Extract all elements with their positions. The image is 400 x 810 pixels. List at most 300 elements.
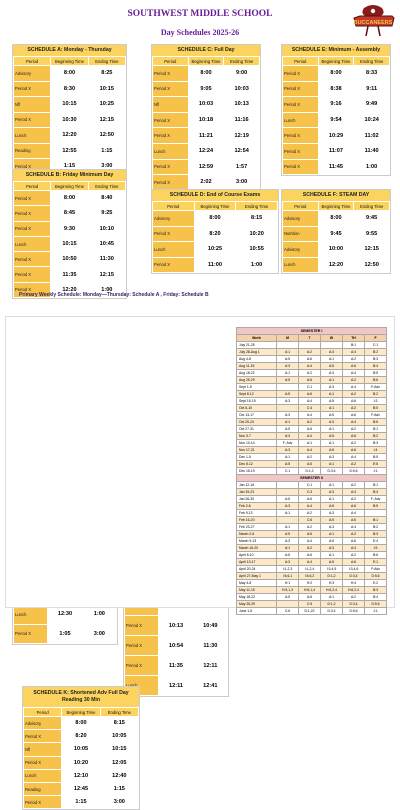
column-header: Period	[153, 57, 189, 66]
day-cell: A:3	[321, 545, 343, 552]
day-cell: D:1,22	[299, 608, 321, 615]
begin-time-cell: 9:54	[318, 112, 354, 128]
end-time-cell: 9:00	[224, 66, 260, 82]
day-cell: A:1	[277, 419, 299, 426]
table-row	[14, 143, 126, 159]
begin-time-cell: 9:16	[318, 97, 354, 113]
calendar-row	[237, 426, 387, 433]
period-cell: Lunch	[283, 257, 319, 273]
begin-time-cell: 1:15	[51, 159, 88, 175]
end-time-cell: 12:15	[88, 267, 125, 282]
calendar-row	[237, 370, 387, 377]
begin-time-cell: 10:18	[188, 112, 224, 128]
day-cell: A:5	[277, 496, 299, 503]
day-cell: A:2	[299, 545, 321, 552]
end-time-cell: 11:16	[224, 112, 260, 128]
calendar-row	[237, 398, 387, 405]
day-cell: D:1,2	[321, 573, 343, 580]
schedule-title-line: SCHEDULE A: Monday - Thursday	[27, 46, 112, 53]
table-row	[14, 267, 126, 282]
day-cell: A:6	[343, 433, 365, 440]
begin-time-cell: 12:59	[188, 159, 224, 175]
day-cell: D:3,4	[343, 573, 365, 580]
day-cell: A:1	[321, 377, 343, 384]
begin-time-cell: 1:05	[48, 624, 82, 644]
day-cell: B:2	[365, 391, 387, 398]
calendar-row	[237, 412, 387, 419]
end-time-cell: 1:00	[354, 159, 390, 175]
calendar-row	[237, 384, 387, 391]
period-cell: Period X	[14, 221, 51, 236]
begin-time-cell: 10:05	[62, 743, 100, 756]
day-cell: A:4	[343, 545, 365, 552]
begin-time-cell: 8:20	[194, 226, 236, 242]
end-time-cell: 10:20	[236, 226, 278, 242]
day-cell: H:5,1,3	[277, 587, 299, 594]
begin-time-cell: 12:10	[62, 769, 100, 782]
begin-time-cell: 10:30	[51, 112, 88, 128]
begin-time-cell: 11:00	[194, 257, 236, 273]
calendar-row	[237, 468, 387, 475]
column-header: Ending Time	[88, 182, 125, 191]
period-cell: Period X	[283, 97, 319, 113]
day-cell: A:1	[321, 496, 343, 503]
day-cell: A:2	[299, 349, 321, 356]
calendar-row	[237, 524, 387, 531]
day-cell: B:5	[365, 405, 387, 412]
day-cell: B:2	[365, 349, 387, 356]
table-row	[283, 159, 390, 175]
day-cell: A:4	[299, 447, 321, 454]
day-cell: A:5	[277, 594, 299, 601]
end-time-cell: 10:10	[88, 221, 125, 236]
calendar-column-header: TH	[343, 335, 365, 342]
end-time-cell: 12:15	[88, 112, 125, 128]
day-cell: B:5	[365, 370, 387, 377]
begin-time-cell: 8:00	[62, 717, 100, 730]
table-row	[14, 221, 126, 236]
end-time-cell: 12:50	[354, 257, 390, 273]
period-cell: Period X	[283, 128, 319, 144]
begin-time-cell: 8:00	[188, 66, 224, 82]
day-cell: A:1	[277, 454, 299, 461]
period-cell: Advisory	[283, 211, 319, 227]
day-cell: C:1	[365, 342, 387, 349]
begin-time-cell: 8:30	[51, 81, 88, 97]
day-cell: C:1	[277, 468, 299, 475]
table-row	[283, 242, 390, 258]
table-row	[153, 66, 260, 82]
end-time-cell: 8:15	[100, 717, 138, 730]
table-row	[14, 97, 126, 113]
day-cell: B:1	[343, 342, 365, 349]
day-cell: A:2	[299, 370, 321, 377]
day-cell: A:2	[343, 594, 365, 601]
period-cell: Period X	[125, 656, 159, 676]
day-cell: A:6	[343, 503, 365, 510]
end-time-cell: 8:15	[236, 211, 278, 227]
column-header: Beginning Time	[194, 202, 236, 211]
table-row	[283, 211, 390, 227]
calendar-row	[237, 377, 387, 384]
week-cell: Nov 3-7	[237, 433, 277, 440]
begin-time-cell: 10:25	[194, 242, 236, 258]
day-cell: A:6	[299, 594, 321, 601]
day-cell: A:6	[299, 496, 321, 503]
schedule-f-title	[282, 190, 390, 201]
day-cell: D:5,6	[365, 601, 387, 608]
day-cell: B:4	[365, 489, 387, 496]
day-cell: A:3	[277, 559, 299, 566]
begin-time-cell: 11:07	[318, 143, 354, 159]
day-cell: A:2	[299, 454, 321, 461]
week-cell: Aug 4-8	[237, 356, 277, 363]
calendar-row	[237, 510, 387, 517]
schedule-subtitle: Day Schedules 2025-26	[160, 28, 240, 37]
day-cell: A:4	[343, 370, 365, 377]
schedule-title-line: SCHEDULE D: End of Course Exams	[169, 191, 261, 198]
table-row	[14, 236, 126, 251]
week-cell: Sept 1-5	[237, 384, 277, 391]
period-cell: Period X	[153, 81, 189, 97]
day-cell: B:2	[365, 433, 387, 440]
calendar-row	[237, 349, 387, 356]
period-cell: Period X	[283, 143, 319, 159]
end-time-cell: 9:11	[354, 81, 390, 97]
end-time-cell: 1:15	[88, 143, 125, 159]
end-time-cell: 11:40	[354, 143, 390, 159]
end-time-cell: 12:40	[100, 769, 138, 782]
table-row	[283, 226, 390, 242]
column-header: Period	[153, 202, 195, 211]
end-time-cell: 10:25	[88, 97, 125, 113]
end-time-cell: 9:25	[88, 206, 125, 221]
table-row	[125, 636, 228, 656]
day-cell: B:1	[365, 426, 387, 433]
end-time-cell: 10:24	[354, 112, 390, 128]
day-cell: A:5	[321, 517, 343, 524]
period-cell: Period X	[24, 730, 62, 743]
schedule-title-line: SCHEDULE B: Friday Minimum Day	[25, 171, 114, 178]
school-title: SOUTHWEST MIDDLE SCHOOL	[127, 9, 273, 19]
column-header: Beginning Time	[318, 202, 354, 211]
calendar-row	[237, 440, 387, 447]
day-cell	[277, 384, 299, 391]
column-header: Ending Time	[100, 708, 138, 717]
calendar-row	[237, 538, 387, 545]
period-cell: Advisory	[153, 211, 195, 227]
end-time-cell: 10:05	[100, 730, 138, 743]
end-time-cell: 10:49	[193, 616, 227, 636]
day-cell: A:2	[343, 405, 365, 412]
begin-time-cell: 10:15	[51, 97, 88, 113]
end-time-cell: 9:55	[354, 226, 390, 242]
period-cell: Lunch	[283, 112, 319, 128]
table-row	[24, 730, 139, 743]
week-cell: March 2-6	[237, 531, 277, 538]
calendar-column-header: Week	[237, 335, 277, 342]
day-cell: J:1	[365, 608, 387, 615]
begin-time-cell: 12:20	[51, 282, 88, 297]
schedule-k-card	[22, 686, 140, 810]
begin-time-cell: 12:20	[51, 128, 88, 144]
day-cell	[277, 489, 299, 496]
end-time-cell: 10:03	[224, 81, 260, 97]
column-header: Beginning Time	[62, 708, 100, 717]
day-cell: I:4	[365, 447, 387, 454]
begin-time-cell: 12:30	[48, 605, 82, 625]
end-time-cell: 8:25	[88, 66, 125, 82]
begin-time-cell: 8:20	[62, 730, 100, 743]
end-time-cell: 11:02	[354, 128, 390, 144]
day-cell: C:4	[299, 405, 321, 412]
calendar-column-header: W	[321, 335, 343, 342]
period-cell: Period X	[283, 159, 319, 175]
schedule-title-line: SCHEDULE K: Shortened Adv Full Day	[33, 689, 129, 696]
end-time-cell: 12:50	[88, 128, 125, 144]
column-header: Period	[24, 708, 62, 717]
day-cell: D:3,4	[321, 468, 343, 475]
period-cell: Period X	[283, 81, 319, 97]
period-cell: Period X	[14, 267, 51, 282]
week-cell: July 28-Aug 1	[237, 349, 277, 356]
schedule-k-title	[23, 687, 139, 707]
period-cell: Reading	[14, 143, 51, 159]
day-cell: A:6	[343, 363, 365, 370]
day-cell: A:3	[277, 398, 299, 405]
period-cell: Reading	[24, 782, 62, 795]
day-cell: A:2	[343, 356, 365, 363]
week-cell: Dec 8-12	[237, 461, 277, 468]
end-time-cell: 9:45	[354, 211, 390, 227]
day-cell: A:4	[343, 349, 365, 356]
period-cell: Period X	[153, 175, 189, 191]
column-header: Beginning Time	[51, 57, 88, 66]
table-row	[14, 112, 126, 128]
day-cell: A:1	[321, 552, 343, 559]
day-cell: A:5	[277, 531, 299, 538]
day-cell: B:4	[365, 363, 387, 370]
end-time-cell: 11:30	[193, 636, 227, 656]
period-cell: Period X	[153, 226, 195, 242]
day-cell: C:6	[277, 608, 299, 615]
day-cell: A:4	[299, 412, 321, 419]
day-cell: B:3	[365, 587, 387, 594]
begin-time-cell: 8:00	[51, 66, 88, 82]
day-cell: A:4	[299, 538, 321, 545]
period-cell: Lunch	[14, 605, 48, 625]
day-cell: H:1	[277, 580, 299, 587]
period-cell: Period X	[24, 796, 62, 809]
day-cell: D:5,6	[365, 573, 387, 580]
period-cell: Period X	[125, 616, 159, 636]
begin-time-cell: 9:45	[318, 226, 354, 242]
day-cell: A:1	[299, 440, 321, 447]
day-cell: A:6	[343, 412, 365, 419]
end-time-cell: 12:11	[193, 656, 227, 676]
table-row	[283, 97, 390, 113]
end-time-cell: 1:00	[88, 282, 125, 297]
day-cell: I:3,4,6	[343, 566, 365, 573]
table-row	[153, 159, 260, 175]
day-cell: A:1	[277, 349, 299, 356]
week-cell: April 13-17	[237, 559, 277, 566]
day-cell: C:5	[299, 601, 321, 608]
week-cell: Aug 18-22	[237, 370, 277, 377]
academic-calendar	[236, 327, 386, 615]
week-cell: Sept 15-19	[237, 398, 277, 405]
week-cell: Feb 2-6	[237, 503, 277, 510]
period-cell: Period X	[14, 191, 51, 206]
day-cell: A:2	[343, 496, 365, 503]
day-cell: B:6	[365, 552, 387, 559]
day-cell: A:3	[321, 489, 343, 496]
day-cell	[277, 482, 299, 489]
day-cell: A:4	[299, 503, 321, 510]
day-cell: H:6,2,4	[343, 587, 365, 594]
day-cell: A:2	[343, 552, 365, 559]
week-cell: Oct 27-31	[237, 426, 277, 433]
begin-time-cell: 8:38	[318, 81, 354, 97]
end-time-cell: 12:41	[193, 676, 227, 696]
begin-time-cell: 10:50	[51, 252, 88, 267]
day-cell: A:3	[321, 454, 343, 461]
begin-time-cell: 9:30	[51, 221, 88, 236]
calendar-row	[237, 608, 387, 615]
semester-header: SEMESTER I	[237, 328, 387, 335]
week-cell: July 21-25	[237, 342, 277, 349]
day-cell: B:5	[365, 503, 387, 510]
week-cell: Jan 12-16	[237, 482, 277, 489]
day-cell: A:6	[299, 356, 321, 363]
period-cell: Period X	[14, 81, 51, 97]
day-cell: A:1	[321, 391, 343, 398]
calendar-row	[237, 447, 387, 454]
day-cell: F: Adv	[365, 496, 387, 503]
table-row	[283, 112, 390, 128]
column-header: Ending Time	[224, 57, 260, 66]
schedule-d-title	[152, 190, 278, 201]
day-cell: B:3	[365, 531, 387, 538]
day-cell: A:3	[321, 510, 343, 517]
table-row	[24, 717, 139, 730]
day-cell	[365, 510, 387, 517]
day-cell: J:1	[365, 468, 387, 475]
schedule-f-card	[281, 189, 391, 274]
week-cell: March 9-13	[237, 538, 277, 545]
period-cell: Period X	[153, 128, 189, 144]
period-cell: Advisory	[283, 242, 319, 258]
day-cell: A:1	[321, 356, 343, 363]
table-row	[24, 769, 139, 782]
day-cell: A:1	[277, 510, 299, 517]
week-cell: Feb 9-13	[237, 510, 277, 517]
day-cell: A:3	[321, 370, 343, 377]
table-row	[153, 81, 260, 97]
week-cell: April 6-10	[237, 552, 277, 559]
day-cell: A:3	[321, 384, 343, 391]
table-row	[14, 81, 126, 97]
day-cell: D:1,2	[321, 601, 343, 608]
week-cell: May 4-8	[237, 580, 277, 587]
end-time-cell: 9:49	[354, 97, 390, 113]
day-cell: A:5	[321, 398, 343, 405]
end-time-cell: 8:40	[88, 191, 125, 206]
period-cell: Lunch	[153, 143, 189, 159]
table-row	[153, 112, 260, 128]
day-cell: F: Adv	[277, 440, 299, 447]
day-cell: A:1	[277, 545, 299, 552]
primary-weekly-note: Primary Weekly Schedule: Monday—Thursday: Schedule A , Friday: Schedule B	[19, 292, 209, 298]
column-header: Beginning Time	[318, 57, 354, 66]
column-header: Period	[283, 57, 319, 66]
begin-time-cell: 10:15	[51, 236, 88, 251]
day-cell: A:2	[343, 426, 365, 433]
end-time-cell: 12:54	[224, 143, 260, 159]
period-cell: Period X	[14, 624, 48, 644]
begin-time-cell: 8:00	[194, 211, 236, 227]
schedule-b-title	[13, 170, 126, 181]
day-cell: A:5	[321, 412, 343, 419]
calendar-row	[237, 517, 387, 524]
day-cell: A:1	[321, 531, 343, 538]
period-cell: Period X	[14, 206, 51, 221]
day-cell: A:2	[343, 391, 365, 398]
table-row	[14, 206, 126, 221]
table-row	[153, 257, 278, 273]
table-row	[24, 756, 139, 769]
day-cell: E:6	[365, 461, 387, 468]
day-cell: A:5	[321, 559, 343, 566]
day-cell: A:3	[277, 503, 299, 510]
period-cell: Period X	[153, 257, 195, 273]
calendar-row	[237, 419, 387, 426]
day-cell: A:4	[299, 433, 321, 440]
calendar-row	[237, 342, 387, 349]
schedule-d-card	[151, 189, 279, 274]
day-cell: B:4	[365, 594, 387, 601]
begin-time-cell: 12:24	[188, 143, 224, 159]
day-cell: D:1,2	[299, 468, 321, 475]
table-row	[153, 211, 278, 227]
period-cell: Lunch	[24, 769, 62, 782]
day-cell: H:4	[343, 580, 365, 587]
day-cell: A:5	[277, 377, 299, 384]
schedule-e-card	[281, 44, 391, 176]
day-cell: A:3	[321, 349, 343, 356]
calendar-row	[237, 433, 387, 440]
day-cell: B:1	[365, 517, 387, 524]
table-row	[24, 782, 139, 795]
week-cell: March 16-20	[237, 545, 277, 552]
calendar-column-header: M	[277, 335, 299, 342]
period-cell: Period X	[14, 282, 51, 297]
begin-time-cell: 9:05	[188, 81, 224, 97]
day-cell: B:5	[365, 454, 387, 461]
period-cell: Period X	[14, 112, 51, 128]
day-cell: H:6,2,4	[321, 587, 343, 594]
calendar-row	[237, 461, 387, 468]
schedule-title-line: Reading 30 Min	[61, 697, 101, 703]
week-cell: Nov 10-14	[237, 440, 277, 447]
table-row	[153, 226, 278, 242]
calendar-row	[237, 580, 387, 587]
day-cell: A:2	[343, 461, 365, 468]
end-time-cell: 12:15	[354, 242, 390, 258]
calendar-row	[237, 391, 387, 398]
week-cell: Oct 6-10	[237, 405, 277, 412]
week-cell: Oct 13-17	[237, 412, 277, 419]
